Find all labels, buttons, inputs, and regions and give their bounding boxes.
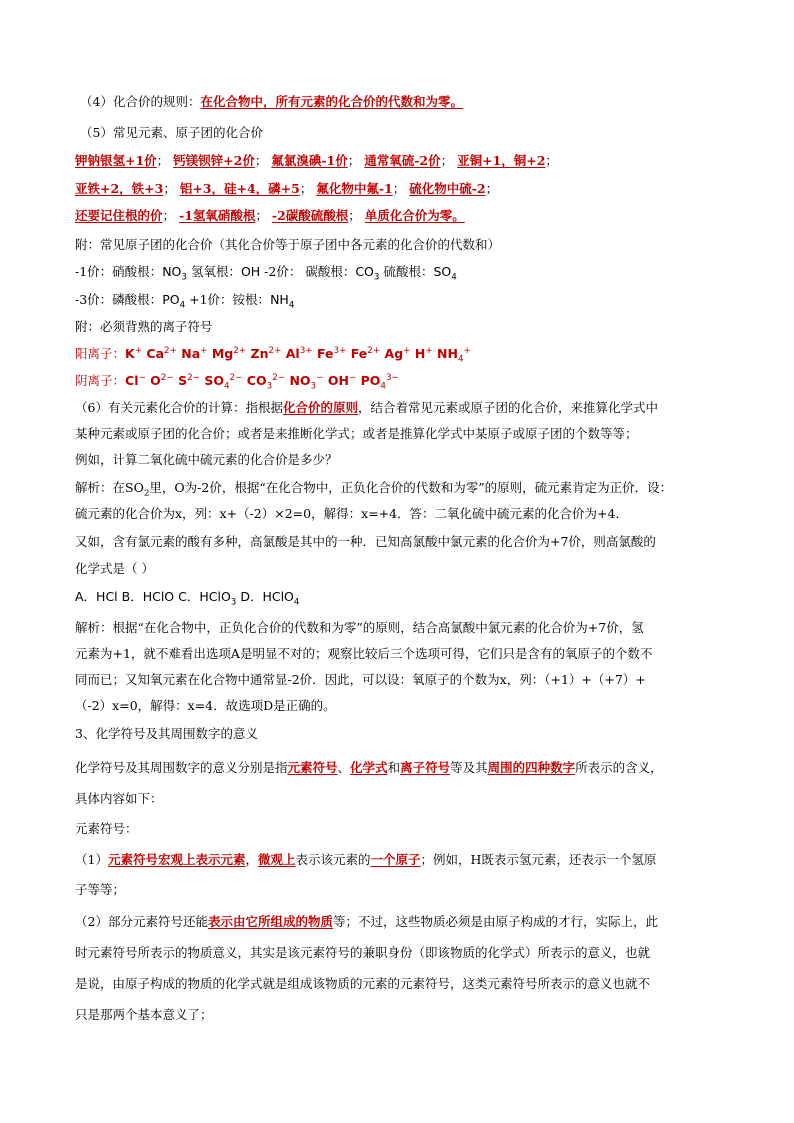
text-line bbox=[0, 854, 794, 867]
text-line bbox=[0, 916, 794, 929]
text-span: 表示由它所组成的物质 bbox=[207, 914, 333, 929]
text-line bbox=[0, 183, 794, 196]
text-span: PO bbox=[356, 373, 381, 388]
text-span: NH bbox=[270, 292, 289, 307]
text-span: 子等等； bbox=[75, 882, 126, 897]
text-span: 元素为+1，就不难看出选项A是明显不对的；观察比较后三个选项可得，它们只是含有的氧原子的个数不 bbox=[75, 646, 653, 661]
text-span: NO bbox=[162, 264, 182, 279]
text-span: Mg bbox=[207, 346, 234, 361]
text-span: 一个原子 bbox=[370, 852, 421, 867]
text-span: 化学符号及其周围数字的意义分别是指 bbox=[75, 760, 288, 775]
text-span: 单质化合价为零。 bbox=[364, 208, 465, 223]
text-span: 等及其 bbox=[450, 760, 488, 775]
text-span: ，结合着常见元素或原子团的化合价，来推算化学式中 bbox=[357, 400, 658, 415]
text-line bbox=[0, 762, 794, 775]
text-span: − bbox=[316, 372, 324, 383]
text-line bbox=[0, 728, 794, 741]
text-span: S bbox=[173, 373, 188, 388]
text-span: ； bbox=[255, 208, 272, 223]
text-span: 3 bbox=[373, 272, 380, 283]
text-span: + bbox=[403, 345, 411, 356]
text-span: 3+ bbox=[333, 345, 347, 356]
text-span: ； bbox=[254, 153, 272, 168]
text-span: 2− bbox=[229, 372, 243, 383]
text-line bbox=[0, 978, 794, 991]
text-span: + bbox=[463, 345, 471, 356]
text-span: ； bbox=[163, 181, 180, 196]
text-line bbox=[0, 589, 794, 608]
text-span: 附：必须背熟的离子符号 bbox=[75, 319, 213, 334]
text-line bbox=[0, 402, 794, 415]
text-line bbox=[0, 292, 794, 311]
text-span: 2+ bbox=[233, 345, 247, 356]
text-span: +1价：铵根： bbox=[185, 292, 271, 307]
text-line bbox=[0, 508, 794, 521]
text-line bbox=[0, 210, 794, 223]
text-span: 阴离子： bbox=[75, 373, 126, 388]
text-span: 3 bbox=[181, 272, 187, 283]
text-line bbox=[0, 372, 794, 392]
text-line bbox=[0, 622, 794, 635]
text-span: 所表示的含义， bbox=[575, 760, 663, 775]
text-span: ； bbox=[156, 153, 174, 168]
text-span: Ca bbox=[142, 346, 165, 361]
text-span: NO bbox=[285, 373, 311, 388]
text-span: + bbox=[200, 345, 208, 356]
text-span: PO bbox=[162, 292, 180, 307]
text-span: 硫元素的化合价为x，列：x+（-2）×2=0，解得：x=+4．答：二氧化硫中硫元素的化合价为+4． bbox=[75, 506, 628, 521]
text-span: （1） bbox=[75, 852, 108, 867]
text-span: -3价：磷酸根： bbox=[75, 292, 163, 307]
text-span: 元素符号宏观上表示元素 bbox=[107, 852, 246, 867]
text-span: CO bbox=[242, 373, 267, 388]
text-span: 氟氯溴碘-1价 bbox=[271, 153, 348, 168]
text-span: 2+ bbox=[367, 345, 381, 356]
text-span: （5）常见元素、原子团的化合价 bbox=[80, 125, 263, 140]
text-line bbox=[0, 454, 794, 467]
text-line bbox=[0, 239, 794, 252]
text-span: （-2）x=0，解得：x=4．故选项D是正确的。 bbox=[75, 698, 336, 713]
text-span: 微观上 bbox=[257, 852, 296, 867]
text-line bbox=[0, 127, 794, 140]
text-span: O bbox=[145, 373, 161, 388]
text-span: 2− bbox=[187, 372, 200, 383]
text-span: 4 bbox=[451, 272, 457, 283]
text-span: ； bbox=[545, 153, 558, 168]
text-span: 、 bbox=[337, 760, 351, 775]
text-line bbox=[0, 428, 794, 441]
text-span: 附：常见原子团的化合价（其化合价等于原子团中各元素的化合价的代数和） bbox=[75, 237, 501, 252]
text-span: 离子符号 bbox=[400, 760, 451, 775]
text-span: 化学式 bbox=[350, 760, 388, 775]
text-span: 4 bbox=[380, 381, 386, 392]
text-line bbox=[0, 321, 794, 334]
text-span: ， bbox=[245, 852, 258, 867]
text-span: 硫化物中硫-2 bbox=[409, 181, 486, 196]
text-span: ； bbox=[392, 181, 410, 196]
text-span: 里，O为-2价，根据“在化合物中，正负化合价的代数和为零”的原则，硫元素肯定为正价．设： bbox=[149, 480, 673, 495]
text-span: 3 bbox=[266, 381, 273, 392]
text-span: 化合价的原则 bbox=[282, 400, 358, 415]
text-span: （6）有关元素化合价的计算：指根据 bbox=[75, 400, 283, 415]
text-span: 2− bbox=[160, 372, 174, 383]
text-span: 4 bbox=[288, 300, 295, 311]
text-line bbox=[0, 823, 794, 836]
text-span: Fe bbox=[346, 346, 368, 361]
text-span: 亚铁+2，铁+3 bbox=[75, 181, 164, 196]
text-span: ； bbox=[485, 181, 499, 196]
text-span: 某种元素或原子团的化合价；或者是来推断化学式；或者是推算化学式中某原子或原子团的个数等等； bbox=[75, 426, 638, 441]
text-span: 阳离子： bbox=[75, 346, 126, 361]
text-span: K bbox=[125, 346, 135, 361]
text-span: − bbox=[138, 372, 146, 383]
text-span: SO bbox=[199, 373, 224, 388]
text-span: SO bbox=[433, 264, 452, 279]
text-span: 解析：在SO bbox=[75, 480, 144, 495]
text-span: NH bbox=[432, 346, 458, 361]
text-span: 具体内容如下： bbox=[75, 791, 163, 806]
text-span: Zn bbox=[246, 346, 269, 361]
text-span: ； bbox=[162, 208, 179, 223]
text-span: （2）部分元素符号还能 bbox=[75, 914, 208, 929]
text-span: 3 bbox=[310, 381, 317, 392]
text-span: 4 bbox=[223, 381, 230, 392]
text-span: Fe bbox=[312, 346, 334, 361]
text-line bbox=[0, 674, 794, 687]
text-line bbox=[0, 648, 794, 661]
text-span: 钾钠银氢+1价 bbox=[75, 153, 157, 168]
text-span: ； bbox=[299, 181, 317, 196]
text-span: 解析：根据“在化合物中，正负化合价的代数和为零”的原则，结合高氯酸中氯元素的化合价为+7价，氢 bbox=[75, 620, 644, 635]
text-span: 4 bbox=[293, 597, 300, 608]
text-span: 又如，含有氯元素的酸有多种，高氯酸是其中的一种．已知高氯酸中氯元素的化合价为+7价，则高氯酸的 bbox=[75, 534, 656, 549]
text-span: CO bbox=[355, 264, 374, 279]
text-span: D．HClO bbox=[236, 589, 294, 604]
text-line bbox=[0, 884, 794, 897]
text-line bbox=[0, 700, 794, 713]
text-span: 2− bbox=[272, 372, 286, 383]
text-span: ； bbox=[348, 208, 365, 223]
text-line bbox=[0, 264, 794, 283]
text-span: + bbox=[425, 345, 433, 356]
text-span: OH bbox=[323, 373, 349, 388]
text-span: 周围的四种数字 bbox=[487, 760, 576, 775]
text-span: 铝+3，硅+4，磷+5 bbox=[179, 181, 300, 196]
text-span: + bbox=[134, 345, 143, 356]
text-span: 2 bbox=[143, 488, 150, 499]
text-span: 元素符号： bbox=[75, 821, 138, 836]
text-span: 3 bbox=[230, 597, 237, 608]
text-span: ； bbox=[347, 153, 365, 168]
text-span: 3、化学符号及其周围数字的意义 bbox=[75, 726, 258, 741]
text-span: ； bbox=[440, 153, 458, 168]
text-span: 氢氧根： bbox=[186, 264, 241, 279]
text-span: 元素符号 bbox=[287, 760, 338, 775]
text-span: 氟化物中氟-1 bbox=[316, 181, 393, 196]
text-span: -1价：硝酸根： bbox=[75, 264, 163, 279]
text-span: 还要记住根的价 bbox=[75, 208, 163, 223]
text-span: 2+ bbox=[268, 345, 282, 356]
text-span: 在化合物中，所有元素的化合价的代数和为零。 bbox=[200, 94, 463, 109]
text-span: 化学式是（ ） bbox=[75, 561, 154, 576]
text-span: -1氢氧硝酸根 bbox=[179, 208, 256, 223]
text-span: 硫酸根： bbox=[379, 264, 434, 279]
text-line bbox=[0, 96, 794, 109]
text-span: 2+ bbox=[164, 345, 177, 356]
text-line bbox=[0, 480, 794, 499]
text-span: 例如，计算二氧化硫中硫元素的化合价是多少？ bbox=[75, 452, 338, 467]
text-span: 通常氧硫-2价 bbox=[364, 153, 441, 168]
text-span: 时元素符号所表示的物质意义，其实是该元素符号的兼职身份（即该物质的化学式）所表示的意义，也就 bbox=[75, 945, 651, 960]
text-span: 4 bbox=[179, 300, 186, 311]
text-span: （4）化合价的规则： bbox=[80, 94, 201, 109]
text-span: H bbox=[410, 346, 426, 361]
text-span: 亚铜+1，铜+2 bbox=[457, 153, 546, 168]
text-line bbox=[0, 155, 794, 168]
text-span: Cl bbox=[125, 373, 139, 388]
text-line bbox=[0, 563, 794, 576]
text-line bbox=[0, 1009, 794, 1022]
text-line bbox=[0, 536, 794, 549]
text-span: 和 bbox=[387, 760, 401, 775]
text-span: 等；不过，这些物质必须是由原子构成的才行，实际上，此 bbox=[332, 914, 658, 929]
text-span: 4 bbox=[457, 354, 464, 365]
text-span: 只是那两个基本意义了； bbox=[75, 1007, 213, 1022]
text-line bbox=[0, 793, 794, 806]
text-span: Al bbox=[281, 346, 300, 361]
text-span: Na bbox=[176, 346, 201, 361]
text-span: 3− bbox=[385, 372, 399, 383]
text-span: -2价： 碳酸根： bbox=[260, 264, 356, 279]
text-span: 3+ bbox=[299, 345, 313, 356]
text-line bbox=[0, 345, 794, 365]
text-span: 是说，由原子构成的物质的化学式就是组成该物质的元素的元素符号，这类元素符号所表示的意义也就不 bbox=[75, 976, 651, 991]
text-span: OH bbox=[240, 264, 261, 279]
text-span: 钙镁钡锌+2价 bbox=[173, 153, 255, 168]
text-span: 同而已；又知氧元素在化合物中通常显-2价．因此，可以设：氧原子的个数为x，列：（+1）+（+7）+ bbox=[75, 672, 646, 687]
text-span: Ag bbox=[380, 346, 404, 361]
text-line bbox=[0, 947, 794, 960]
text-span: ；例如，H既表示氢元素，还表示一个氢原 bbox=[420, 852, 657, 867]
text-span: -2碳酸硫酸根 bbox=[271, 208, 349, 223]
text-span: − bbox=[348, 372, 357, 383]
text-span: 表示该元素的 bbox=[295, 852, 371, 867]
text-span: A．HCl B．HClO C．HClO bbox=[75, 589, 231, 604]
